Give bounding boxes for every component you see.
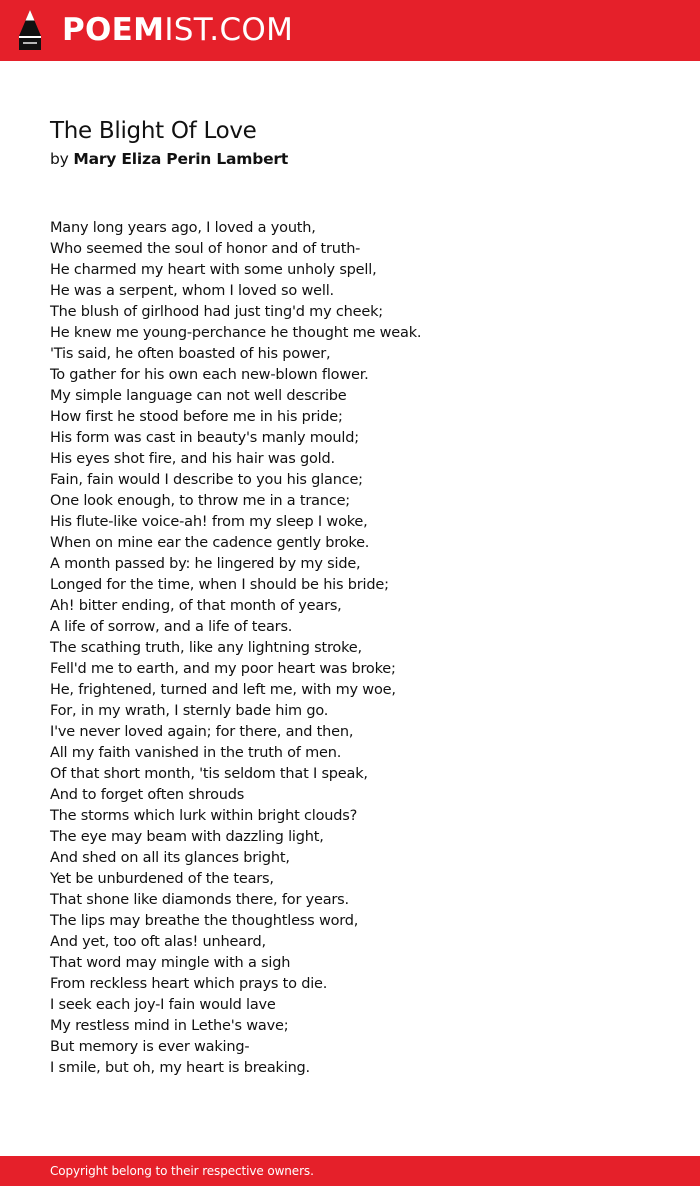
poem-line: The blush of girlhood had just ting'd my cheek; xyxy=(50,304,383,320)
poem-line: From reckless heart which prays to die. xyxy=(50,976,328,992)
poem-line: My restless mind in Lethe's wave; xyxy=(50,1018,289,1034)
poem-line: How first he stood before me in his pride; xyxy=(50,409,343,425)
site-header xyxy=(0,0,700,61)
poem-line: The storms which lurk within bright clouds? xyxy=(50,808,358,824)
poem-title: The Blight Of Love xyxy=(50,118,257,144)
poem-line: He charmed my heart with some unholy spell, xyxy=(50,262,377,278)
poem-line: I seek each joy-I fain would lave xyxy=(50,997,276,1013)
poem-line: That word may mingle with a sigh xyxy=(50,955,291,971)
poem-line: I smile, but oh, my heart is breaking. xyxy=(50,1060,310,1076)
poem-line: And shed on all its glances bright, xyxy=(50,850,290,866)
poem-line: The lips may breathe the thoughtless word, xyxy=(50,913,359,929)
poem-line: When on mine ear the cadence gently broke. xyxy=(50,535,370,551)
site-footer xyxy=(0,1156,700,1186)
poem-line: A life of sorrow, and a life of tears. xyxy=(50,619,293,635)
poem-line: He, frightened, turned and left me, with my woe, xyxy=(50,682,396,698)
logo-text-bold: POEM xyxy=(62,12,165,48)
poem-line: His eyes shot fire, and his hair was gold. xyxy=(50,451,335,467)
copyright-text: Copyright belong to their respective owners. xyxy=(50,1164,314,1178)
poem-line: But memory is ever waking- xyxy=(50,1039,250,1055)
poem-line: To gather for his own each new-blown flower. xyxy=(50,367,369,383)
poem-line: 'Tis said, he often boasted of his power, xyxy=(50,346,331,362)
poem-line: All my faith vanished in the truth of men. xyxy=(50,745,342,761)
poem-line: Who seemed the soul of honor and of truth- xyxy=(50,241,361,257)
poem-line: That shone like diamonds there, for years. xyxy=(50,892,349,908)
site-logo[interactable] xyxy=(62,12,293,48)
poem-line: For, in my wrath, I sternly bade him go. xyxy=(50,703,329,719)
poem-line: Fell'd me to earth, and my poor heart was broke; xyxy=(50,661,396,677)
poem-line: Yet be unburdened of the tears, xyxy=(50,871,274,887)
poem-line: Fain, fain would I describe to you his glance; xyxy=(50,472,363,488)
poem-line: Ah! bitter ending, of that month of years, xyxy=(50,598,342,614)
logo-text-light: IST.COM xyxy=(164,12,294,48)
author-name: Mary Eliza Perin Lambert xyxy=(73,150,289,168)
poem-line: I've never loved again; for there, and then, xyxy=(50,724,354,740)
poem-line: A month passed by: he lingered by my side, xyxy=(50,556,361,572)
poem-line: His flute-like voice-ah! from my sleep I woke, xyxy=(50,514,368,530)
poem-line: He knew me young-perchance he thought me weak. xyxy=(50,325,422,341)
by-label: by xyxy=(50,150,69,168)
poem-line: His form was cast in beauty's manly mould; xyxy=(50,430,359,446)
poem-line: Longed for the time, when I should be his bride; xyxy=(50,577,389,593)
poem-line: And yet, too oft alas! unheard, xyxy=(50,934,266,950)
poem-line: My simple language can not well describe xyxy=(50,388,347,404)
poem-body xyxy=(50,218,421,1079)
poem-line: He was a serpent, whom I loved so well. xyxy=(50,283,334,299)
poem-line: The scathing truth, like any lightning stroke, xyxy=(50,640,362,656)
poem-line: One look enough, to throw me in a trance; xyxy=(50,493,350,509)
poem-line: Many long years ago, I loved a youth, xyxy=(50,220,316,236)
poem-line: The eye may beam with dazzling light, xyxy=(50,829,324,845)
poem-line: Of that short month, 'tis seldom that I speak, xyxy=(50,766,368,782)
byline xyxy=(50,148,288,170)
poem-line: And to forget often shrouds xyxy=(50,787,245,803)
pencil-tip-icon[interactable] xyxy=(17,9,43,51)
